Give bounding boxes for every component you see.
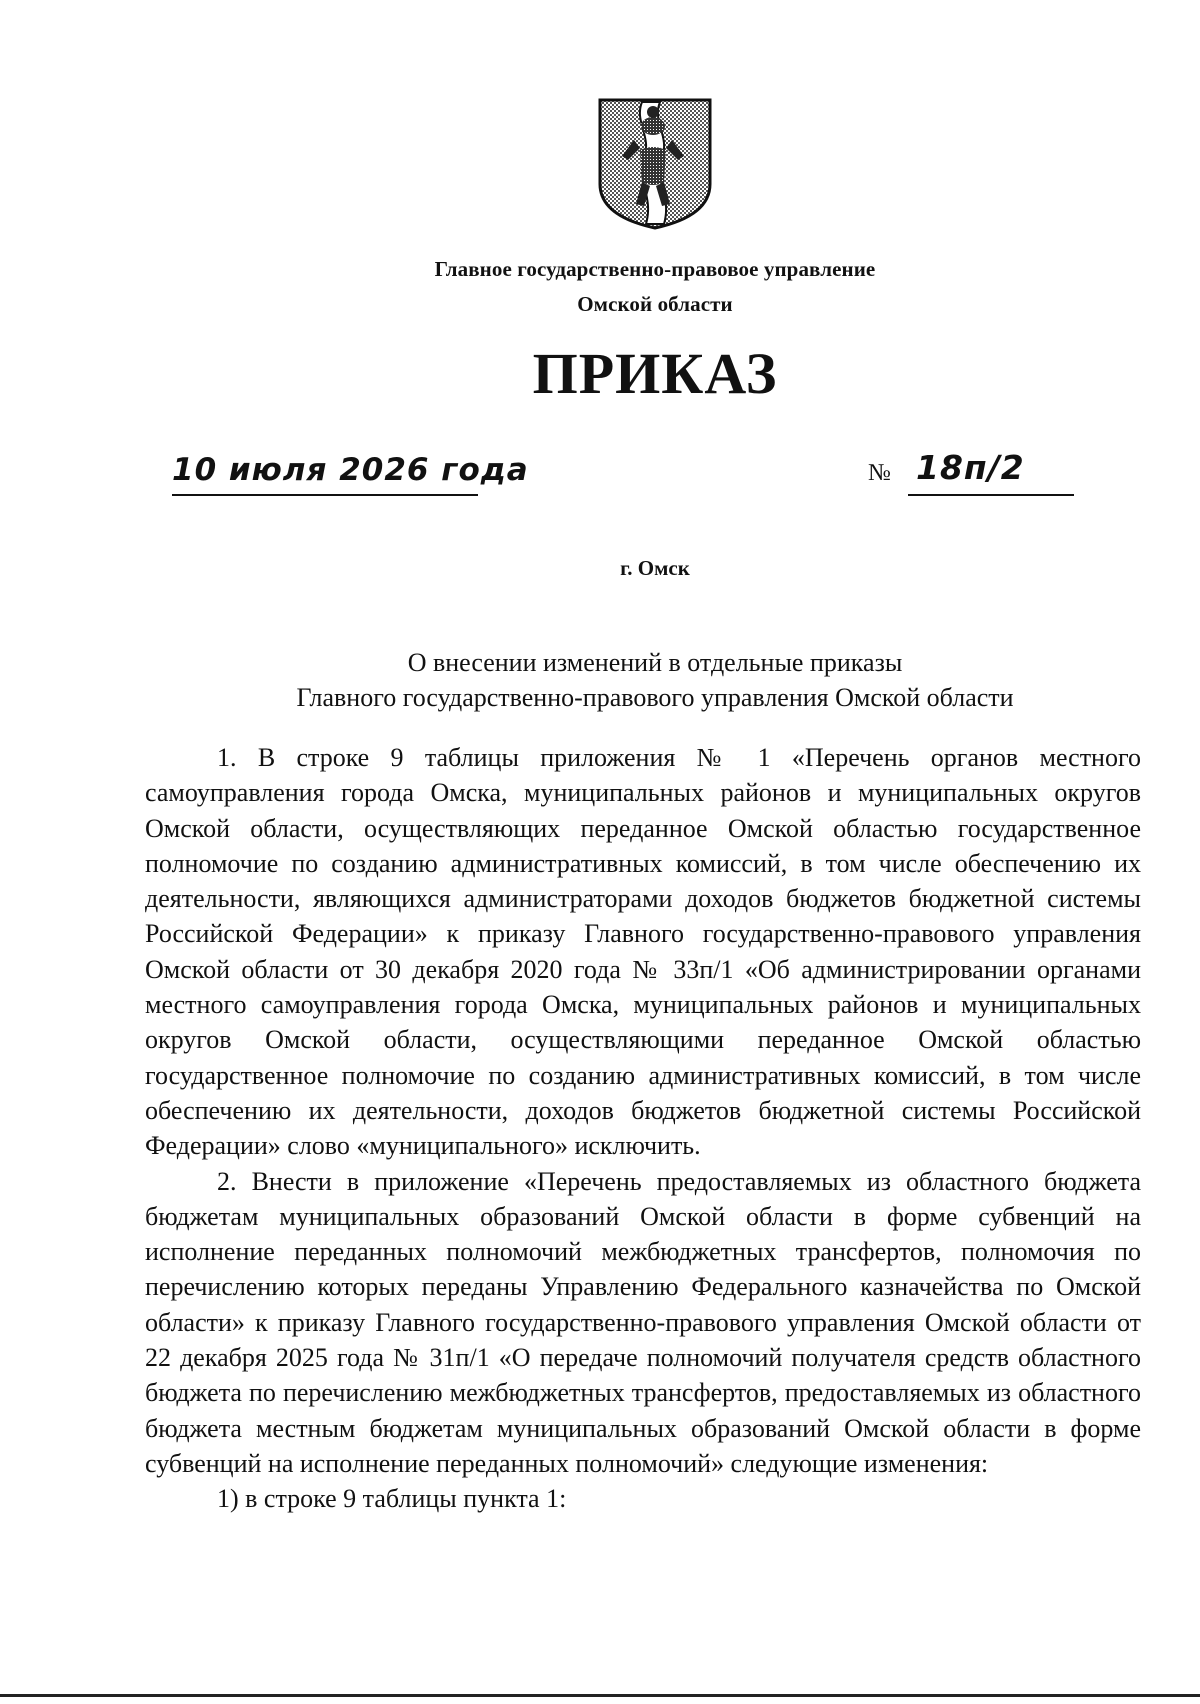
body-paragraph-3: 1) в строке 9 таблицы пункта 1: [217, 1484, 567, 1514]
order-number-handwritten: 18п/2 [916, 448, 1025, 487]
subject-line-2: Главного государственно-правового управления Омской области [296, 683, 1014, 712]
date-underline [172, 494, 478, 496]
body-paragraph-1: 1. В строке 9 таблицы приложения № 1 «Перечень органов местного самоуправления города Омска, муниципальных районов и муниципальных округов Омской области, осуществляющих переданное Омской областью государственное полномочие по созданию административных комиссий, в том числе обеспечению их деятельности, являющихся администраторами доходов бюджетов бюджетной системы Российской Федерации» к приказу Главного государственно-правового управления Омской области от 30 декабря 2020 года № 33п/1 «Об администрировании органами местного самоуправления города Омска, муниципальных районов и муниципальных округов Омской области, осуществляющими переданное Омской областью государственное полномочие по созданию административных комиссий, в том числе обеспечению их деятельности, доходов бюджетов бюджетной системы Российской Федерации» слово «муниципального» исключить. [145, 743, 1141, 1161]
number-underline [908, 494, 1074, 496]
city-label: г. Омск [620, 556, 690, 580]
subject-line-1: О внесении изменений в отдельные приказы [407, 648, 903, 677]
organization-name-line-1: Главное государственно-правовое управление [434, 257, 876, 281]
scan-edge-line [0, 1694, 1200, 1697]
organization-name-line-2: Омской области [577, 292, 733, 316]
body-paragraph-2: 2. Внести в приложение «Перечень предоставляемых из областного бюджета бюджетам муниципальных образований Омской области в форме субвенций на исполнение переданных полномочий межбюджетных трансфертов, полномочия по перечислению которых переданы Управлению Федерального казначейства по Омской области» к приказу Главного государственно-правового управления Омской области от 22 декабря 2025 года № 31п/1 «О передаче полномочий получателя средств областного бюджета по перечислению межбюджетных трансфертов, предоставляемых из областного бюджета местным бюджетам муниципальных образований Омской области в форме субвенций на исполнение переданных полномочий» следующие изменения: [145, 1166, 1141, 1478]
order-date-handwritten: 10 июля 2026 года [172, 452, 529, 488]
document-type-title: ПРИКАЗ [532, 341, 778, 406]
order-number-sign: № [868, 460, 891, 486]
order-body [145, 740, 1141, 1517]
coat-of-arms-icon [596, 96, 714, 232]
